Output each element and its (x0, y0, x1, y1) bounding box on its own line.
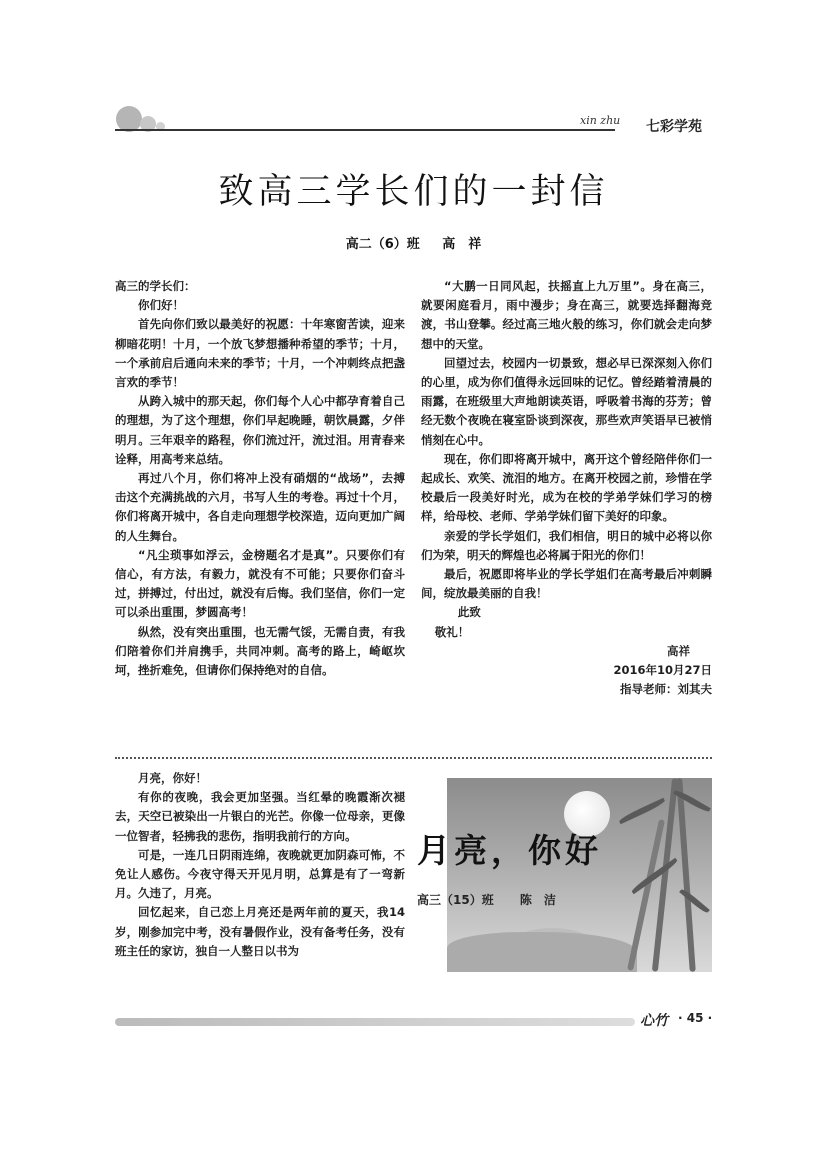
bamboo-leaf-icon (679, 887, 710, 914)
paragraph: 亲爱的学长学姐们，我们相信，明日的城中必将以你们为荣，明天的辉煌也必将属于阳光的你们！ (421, 528, 712, 562)
paragraph: 有你的夜晚，我会更加坚强。当红晕的晚霞渐次褪去，天空已被染出一片银白的光芒。你像一位母亲，更像一位智者，轻拂我的悲伤，指明我前行的方向。 (115, 790, 405, 843)
paragraph: 最后，祝愿即将毕业的学长学姐们在高考最后冲刺瞬间，绽放最美丽的自我！ (421, 567, 712, 601)
author-class: 高二（6）班 (345, 237, 420, 252)
article-byline (0, 233, 827, 252)
paragraph: 月亮，你好！ (138, 771, 207, 785)
header-column-name: 七彩学苑 (646, 119, 702, 135)
footer-journal-name: 心竹 (640, 1013, 668, 1029)
article-right-column (421, 277, 712, 699)
author-name: 高 祥 (442, 237, 482, 252)
paragraph: 高三的学长们： (115, 279, 196, 293)
article2-title: 月亮，你好 (417, 831, 602, 870)
footer-bar (115, 1018, 635, 1026)
paragraph: “凡尘琐事如浮云，金榜题名才是真”。只要你们有信心，有方法，有毅力，就没有不可能；只要你们奋斗过，拼搏过，付出过，就没有后悔。我们坚信，你们一定可以杀出重围，梦圆高考！ (115, 547, 405, 620)
article2-column (115, 769, 405, 961)
page-number: · 45 · (678, 1011, 713, 1025)
header-pinyin: xin zhu (580, 114, 621, 127)
paragraph: 从跨入城中的那天起，你们每个人心中都孕育着自己的理想，为了这个理想，你们早起晚睡，朝饮晨露，夕伴明月。三年艰辛的路程，你们流过汗，流过泪。用青春来诠释，用高考来总结。 (115, 394, 405, 466)
paragraph: 你们好！ (138, 298, 184, 313)
article-title: 致高三学长们的一封信 (218, 172, 609, 212)
paragraph: 回忆起来，自己恋上月亮还是两年前的夏天，我14岁，刚参加完中考，没有暑假作业，没有备考任务，没有班主任的家访，独自一人整日以书为 (115, 905, 405, 958)
author-name: 陈 洁 (519, 893, 556, 907)
article2-byline (417, 891, 556, 908)
paragraph: 回望过去，校园内一切景致，想必早已深深刻入你们的心里，成为你们值得永远回味的记忆。曾经踏着清晨的雨露，在班级里大声地朗读英语，呼吸着书海的芬芳；曾经无数个夜晚在寝室卧谈到深夜，那些欢声笑语早已被悄悄刻在心中。 (421, 355, 712, 447)
paragraph: 再过八个月，你们将冲上没有硝烟的“战场”，去搏击这个充满挑战的六月，书写人生的考卷。再过十个月，你们将离开城中，各自走向理想学校深造，迈向更加广阔的人生舞台。 (115, 471, 405, 543)
closing-salute: 敬礼！ (434, 624, 470, 639)
moon-illustration (417, 778, 712, 972)
letter-teacher: 指导老师：刘其夫 (620, 682, 712, 697)
paragraph: 可是，一连几日阴雨连绵，夜晚就更加阴森可怖，不免让人感伤。今夜守得天开见月明，总算是有了一弯新月。久违了，月亮。 (115, 847, 405, 901)
closing-line: 此致 (457, 605, 481, 620)
rock-shape (447, 932, 637, 972)
author-class: 高三（15）班 (417, 893, 494, 907)
paragraph: 现在，你们即将离开城中，离开这个曾经陪伴你们一起成长、欢笑、流泪的地方。在离开校园之前，珍惜在学校最后一段美好时光，成为在校的学弟学妹们学习的榜样，给母校、老师、学弟学妹们留下美好的印象。 (421, 451, 712, 524)
paragraph: 首先向你们致以最美好的祝愿：十年寒窗苦读，迎来柳暗花明！十月，一个放飞梦想播种希望的季节；十月，一个承前启后通向未来的季节；十月，一个冲刺终点把盏言欢的季节！ (115, 317, 405, 390)
paragraph: “大鹏一日同风起，扶摇直上九万里”。身在高三，就要闲庭看月，雨中漫步；身在高三，就要选择翻海竞渡，书山登攀。经过高三地火般的练习，你们就会走向梦想中的天堂。 (421, 279, 712, 351)
article-left-column (115, 277, 405, 680)
bamboo-stalk-icon (676, 778, 696, 972)
letter-date: 2016年10月27日 (613, 663, 712, 678)
header-rule (115, 129, 615, 131)
section-separator (115, 757, 712, 759)
letter-signature: 高祥 (667, 643, 690, 658)
paragraph: 纵然，没有突出重围，也无需气馁，无需自责，有我们陪着你们并肩携手，共同冲刺。高考的路上，崎岖坎坷，挫折难免，但请你们保持绝对的自信。 (115, 624, 405, 678)
